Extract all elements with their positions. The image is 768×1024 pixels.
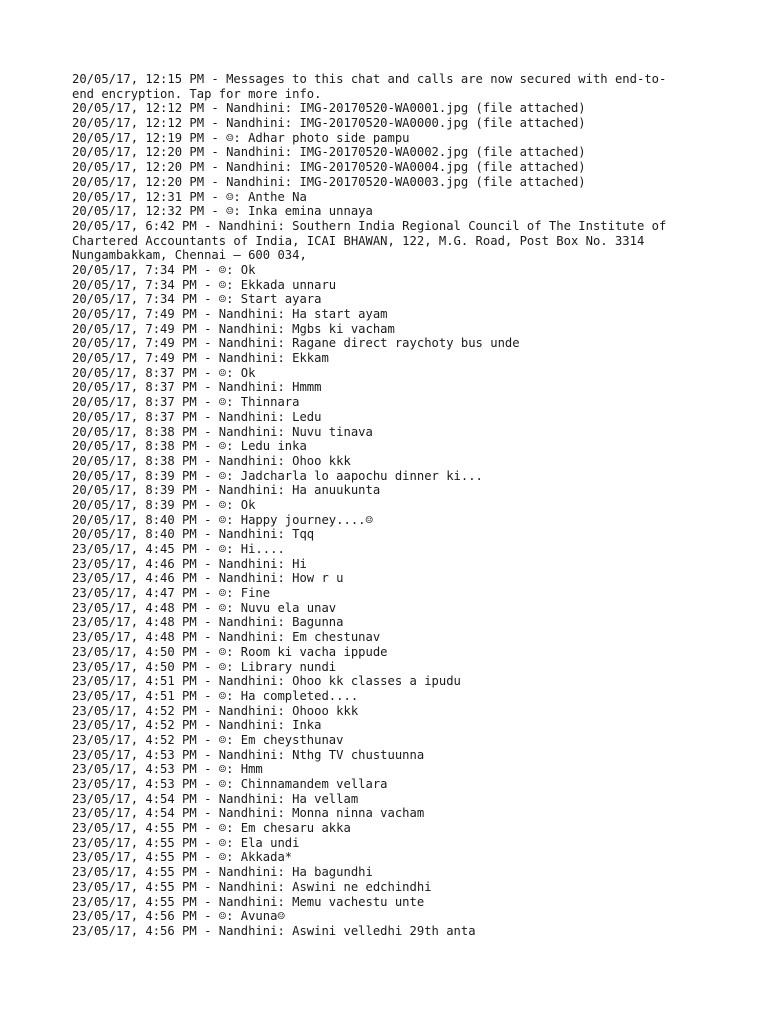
chat-line: 23/05/17, 4:54 PM - Nandhini: Monna ninna vacham xyxy=(72,806,425,821)
chat-line: 20/05/17, 8:37 PM - Nandhini: Ledu xyxy=(72,409,322,424)
chat-line: 20/05/17, 8:37 PM - ☺: Thinnara xyxy=(72,395,300,410)
chat-line: 23/05/17, 4:56 PM - Nandhini: Aswini velledhi 29th anta xyxy=(72,923,476,938)
chat-line: 23/05/17, 4:51 PM - Nandhini: Ohoo kk classes a ipudu xyxy=(72,674,461,689)
chat-line: 20/05/17, 8:38 PM - Nandhini: Nuvu tinava xyxy=(72,424,373,439)
chat-line: 23/05/17, 4:52 PM - Nandhini: Inka xyxy=(72,718,322,733)
chat-line: 23/05/17, 4:53 PM - Nandhini: Nthg TV chustuunna xyxy=(72,747,425,762)
chat-line: 23/05/17, 4:53 PM - ☺: Chinnamandem vellara xyxy=(72,777,388,791)
chat-line: 23/05/17, 4:55 PM - Nandhini: Aswini ne edchindhi xyxy=(72,879,432,894)
chat-line: 20/05/17, 12:32 PM - ☺: Inka emina unnaya xyxy=(72,204,373,219)
chat-line: 20/05/17, 12:15 PM - Messages to this chat and calls are now secured with end-to- xyxy=(72,72,667,86)
chat-line: 20/05/17, 8:38 PM - ☺: Ledu inka xyxy=(72,439,307,454)
chat-line: 20/05/17, 12:12 PM - Nandhini: IMG-20170520-WA0000.jpg (file attached) xyxy=(72,116,586,131)
chat-line: 23/05/17, 4:55 PM - Nandhini: Memu vachestu unte xyxy=(72,894,425,909)
chat-line: Nungambakkam, Chennai – 600 034, xyxy=(72,248,307,263)
chat-line: 23/05/17, 4:51 PM - ☺: Ha completed.... xyxy=(72,688,359,703)
chat-line: 20/05/17, 8:37 PM - Nandhini: Hmmm xyxy=(72,380,322,395)
chat-line: 23/05/17, 4:52 PM - ☺: Em cheysthunav xyxy=(72,732,344,747)
chat-line: 23/05/17, 4:55 PM - ☺: Em chesaru akka xyxy=(72,821,351,836)
chat-line: 20/05/17, 8:39 PM - ☺: Jadcharla lo aapochu dinner ki... xyxy=(72,468,483,483)
chat-line: 20/05/17, 7:49 PM - Nandhini: Ragane direct raychoty bus unde xyxy=(72,336,520,351)
chat-line: 23/05/17, 4:50 PM - ☺: Library nundi xyxy=(72,659,337,674)
chat-line: 23/05/17, 4:48 PM - ☺: Nuvu ela unav xyxy=(72,600,337,615)
chat-line: 20/05/17, 8:37 PM - ☺: Ok xyxy=(72,365,256,380)
chat-line: 20/05/17, 8:39 PM - Nandhini: Ha anuukunta xyxy=(72,483,381,498)
chat-line: 20/05/17, 12:20 PM - Nandhini: IMG-20170520-WA0002.jpg (file attached) xyxy=(72,145,586,160)
chat-line: Chartered Accountants of India, ICAI BHAWAN, 122, M.G. Road, Post Box No. 3314 xyxy=(72,233,645,248)
chat-line: 23/05/17, 4:48 PM - Nandhini: Bagunna xyxy=(72,615,344,630)
chat-line: 23/05/17, 4:46 PM - Nandhini: Hi xyxy=(72,556,307,571)
chat-line: 23/05/17, 4:56 PM - ☺: Avuna☺ xyxy=(72,909,285,924)
chat-line: 23/05/17, 4:54 PM - Nandhini: Ha vellam xyxy=(72,791,359,806)
chat-line: 23/05/17, 4:55 PM - Nandhini: Ha bagundhi xyxy=(72,865,373,880)
chat-line: 20/05/17, 7:34 PM - ☺: Ok xyxy=(72,262,256,277)
chat-line: 23/05/17, 4:53 PM - ☺: Hmm xyxy=(72,762,263,777)
chat-line: 20/05/17, 12:19 PM - ☺: Adhar photo side pampu xyxy=(72,130,410,145)
chat-line: 23/05/17, 4:52 PM - Nandhini: Ohooo kkk xyxy=(72,703,359,718)
chat-line: 23/05/17, 4:55 PM - ☺: Akkada* xyxy=(72,850,293,865)
chat-line: 23/05/17, 4:45 PM - ☺: Hi.... xyxy=(72,542,285,556)
chat-line: 20/05/17, 7:34 PM - ☺: Ekkada unnaru xyxy=(72,277,337,292)
chat-line: 23/05/17, 4:46 PM - Nandhini: How r u xyxy=(72,571,344,586)
chat-line: 20/05/17, 7:34 PM - ☺: Start ayara xyxy=(72,292,322,307)
chat-line: 20/05/17, 7:49 PM - Nandhini: Mgbs ki vacham xyxy=(72,321,395,336)
chat-line: 20/05/17, 12:20 PM - Nandhini: IMG-20170520-WA0004.jpg (file attached) xyxy=(72,160,586,175)
chat-line: 20/05/17, 12:31 PM - ☺: Anthe Na xyxy=(72,189,307,204)
chat-line: 20/05/17, 12:12 PM - Nandhini: IMG-20170520-WA0001.jpg (file attached) xyxy=(72,101,586,116)
chat-line: 23/05/17, 4:48 PM - Nandhini: Em chestunav xyxy=(72,630,381,645)
chat-line: 20/05/17, 8:38 PM - Nandhini: Ohoo kkk xyxy=(72,453,351,468)
chat-line: 20/05/17, 8:40 PM - ☺: Happy journey....☺ xyxy=(72,512,373,527)
chat-line: end encryption. Tap for more info. xyxy=(72,86,322,101)
chat-line: 20/05/17, 12:20 PM - Nandhini: IMG-20170520-WA0003.jpg (file attached) xyxy=(72,174,586,189)
chat-line: 20/05/17, 6:42 PM - Nandhini: Southern India Regional Council of The Institute of xyxy=(72,218,667,233)
chat-line: 20/05/17, 7:49 PM - Nandhini: Ha start ayam xyxy=(72,307,388,321)
chat-line: 23/05/17, 4:55 PM - ☺: Ela undi xyxy=(72,835,300,850)
chat-line: 20/05/17, 8:40 PM - Nandhini: Tqq xyxy=(72,527,315,542)
chat-line: 23/05/17, 4:47 PM - ☺: Fine xyxy=(72,586,271,601)
chat-line: 23/05/17, 4:50 PM - ☺: Room ki vacha ippude xyxy=(72,644,388,659)
chat-export-document xyxy=(72,72,712,939)
chat-line: 20/05/17, 8:39 PM - ☺: Ok xyxy=(72,497,256,512)
chat-line: 20/05/17, 7:49 PM - Nandhini: Ekkam xyxy=(72,351,329,366)
